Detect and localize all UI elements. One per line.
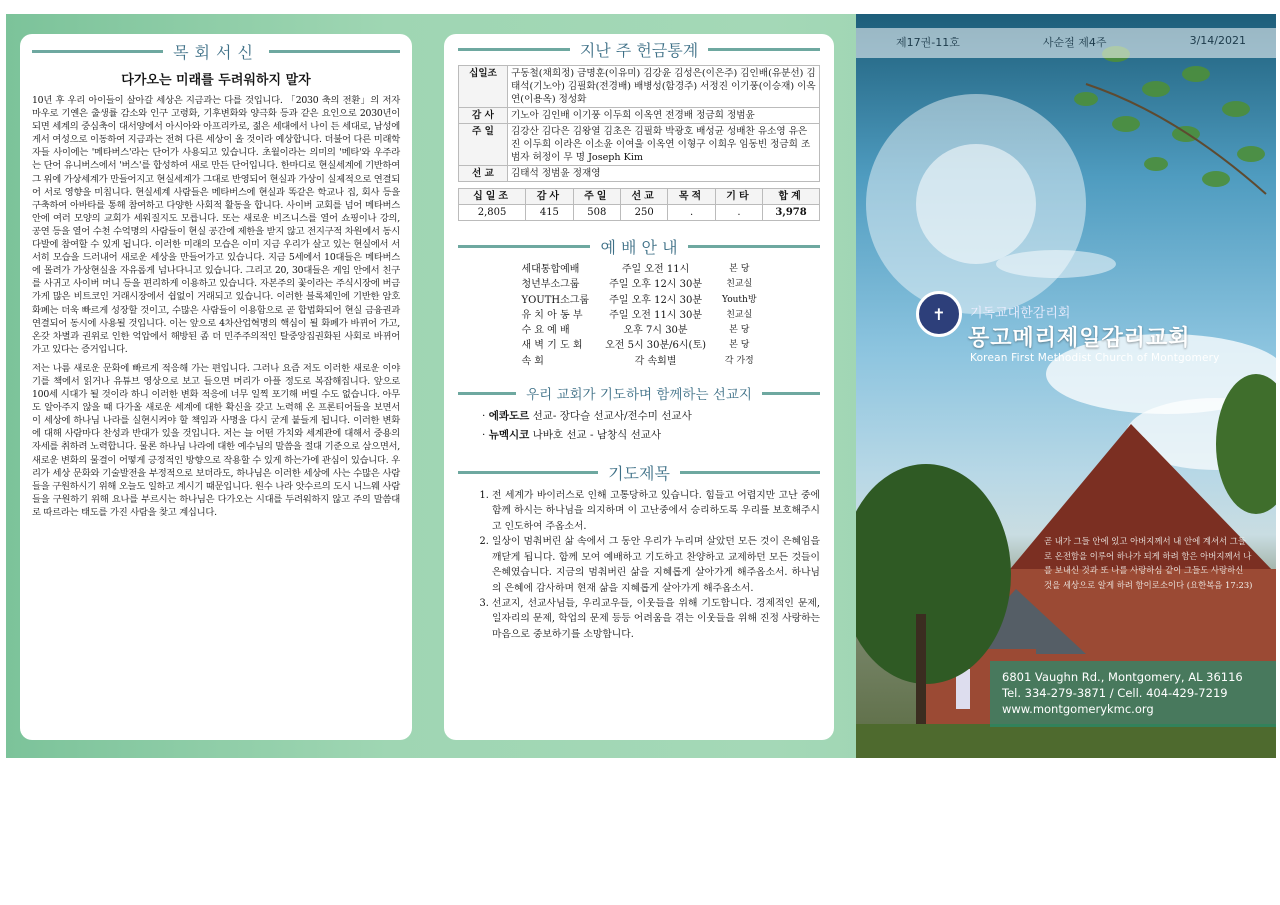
church-address: 6801 Vaughn Rd., Montgomery, AL 36116: [1002, 670, 1243, 684]
service-name: 속 회: [521, 355, 544, 367]
table-row: [513, 354, 764, 369]
table-row: [513, 277, 764, 292]
prayer-item: 1. 전 세계가 바이러스로 인해 고통당하고 있습니다. 힘들고 어렵지만 고난 중에 함께 하시는 하나님을 의지하며 이 고난중에서 승리하도록 우리를 보호해주시고 인도하여 주옵소서.: [492, 488, 820, 534]
cover-photo: [856, 14, 1276, 758]
service-name: 새 벽 기 도 회: [521, 340, 583, 352]
header-rule: [458, 245, 590, 248]
mission-place: 뉴멕시코: [488, 429, 530, 442]
service-place: Youth방: [722, 294, 757, 305]
section-title: 기도제목: [608, 464, 670, 484]
table-row: [513, 293, 764, 308]
list-item: · 에콰도르 선교- 장다슬 선교사/전수미 선교사: [482, 410, 692, 423]
offering-names: 기노아 김인배 이기풍 이두희 이옥연 전경배 정금희 정범윤: [508, 108, 820, 124]
offering-label: 십일조: [459, 66, 508, 108]
church-name-korean: 몽고메리제일감리교회: [968, 326, 1191, 351]
church-website: www.montgomerykmc.org: [1002, 702, 1154, 716]
mission-header: [458, 383, 820, 403]
offering-names: 구동철(채희정) 금명훈(이유미) 김강윤 김성은(이은주) 김인배(유분선) 김태석(기노아) 김필화(전경배) 배병성(함경주) 서정진 이기풍(이승재) 이옥연(이용옥) 정성화: [508, 66, 820, 108]
table-cell: .: [715, 205, 762, 221]
service-time: 각 속회별: [634, 355, 677, 367]
scripture-verse: 곧 내가 그들 안에 있고 아버지께서 내 안에 계셔서 그들로 온전함을 이루어 하나가 되게 하려 함은 아버지께서 나를 보내신 것과 또 나를 사랑하심 같이 그들도 사랑하신 것을 세상으로 알게 하려 함이로소이다 (요한복음 17:23): [1044, 536, 1253, 590]
column-header: 주일: [573, 189, 620, 205]
column-header: 합계: [763, 189, 820, 205]
table-row: [513, 308, 764, 323]
offering-header: [458, 38, 820, 61]
service-name: YOUTH소그룹: [521, 294, 590, 306]
essay-paragraph: 저는 나름 새로운 문화에 빠르게 적응해 가는 편입니다. 그러나 요즘 저도 이러한 새로운 이야기를 책에서 읽거나 유튜브 영상으로 보고 들으면 머리가 아플 정도로 복잡해집니다. 앞으로 100세 시대가 될 것이라 하니 이러한 변화 적응에 너무 일찍 포기해 버릴 수도 없습니다. 아무도 알아주지 않을 때 다가올 새로운 세계에 대한 확신을 갖고 노력해 온 프론티어들을 보면서 이 세상에 하나님 나라를 실현시켜야 할 책임과 사명을 다시 굳게 붙들게 됩니다. 이러한 변화에 대해 사람마다 찬성과 반대가 있을 것입니다. 저는 늘 어떤 가치와 세계관에 대해서 중용의 자세를 취하려 노력합니다. 물론 하나님 나라에 대한 예수님의 말씀을 절대 기준으로 삼으면서, 새로운 변화의 물결이 어떻게 긍정적인 방향으로 작용할 수 있게 하는가에 관심이 있습니다. 우리가 세상 문화와 기술발전을 부정적으로 보더라도, 하나님은 이러한 세상에 사는 수많은 사람들을 구원하시기 위해 오늘도 일하고 계시기 때문입니다. 원수 나라 앗수르의 도시 니느웨 사람들을 구원하기 위해 요나를 부르시는 하나님은 다가오는 시대를 두려워하지 않고 주의 말씀대로 따르라는 태도를 가진 사람을 찾고 계십니다.: [32, 362, 400, 518]
header-rule: [458, 392, 516, 395]
prayer-item: 2. 일상이 멈춰버린 삶 속에서 그 동안 우리가 누리며 살았던 모든 것이 은혜임을 깨닫게 됩니다. 함께 모여 예배하고 기도하고 찬양하고 교제하던 모든 것들이 은혜였습니다. 지금의 멈춰버린 삶을 지혜롭게 살아가게 해주옵소서. 하나님의 은혜에 감사하며 현재 삶을 지혜롭게 살아가게 해주옵소서.: [492, 534, 820, 596]
service-name: 유 치 아 동 부: [521, 309, 583, 321]
church-name-english: Korean First Methodist Church of Montgomery: [970, 352, 1220, 364]
section-title: 예 배 안 내: [600, 238, 678, 257]
service-place: 친교실: [726, 279, 753, 290]
pastoral-letter-header: [32, 40, 400, 63]
service-name: 세대통합예배: [521, 264, 580, 275]
table-cell: 415: [526, 205, 573, 221]
table-row: [459, 166, 820, 182]
table-header-row: [459, 189, 820, 205]
section-title: 지난 주 헌금통계: [579, 41, 699, 60]
worship-schedule: [513, 262, 764, 369]
column-header: 기타: [715, 189, 762, 205]
service-place: 본 당: [729, 264, 750, 274]
essay-paragraph: 10년 후 우리 아이들이 살아갈 세상은 지금과는 다를 것입니다. 「2030 축의 전환」의 저자 마우로 기옌은 출생률 감소와 인구 고령화, 기후변화와 양극화 등과 같은 요인으로 2030년이 되면 세계의 중심축이 대서양에서 아시아와 아프리카로, 젊은 세대에서 나이 든 세대로, 남성에게서 여성으로 이동하여 지금과는 전혀 다른 세상이 올 것이라 예상합니다. 더불어 다른 미래학자들 사이에는 '메타버스'라는 단어가 사용되고 있습니다. 초월이라는 의미의 '메타'와 우주라는 단어 유니버스에서 '버스'를 합성하여 새로 만든 단어입니다. 한마디로 현실세계에 기반하여 그 위에 가상세계가 만들어지고 현실세계가 그대로 반영되어 현실과 가상이 실제적으로 연결되어 서로 영향을 미칩니다. 현실세계 사람들은 메타버스에 현실과 똑같은 학교나 집, 회사 등을 구축하여 아바타를 통해 참여하고 다양한 사회적 활동을 합니다. 사이버 교회를 넘어 메타버스 안에 여러 모양의 교회가 세워질지도 모릅니다. 또는 새로운 비즈니스를 열어 쇼핑이나 강의, 공연 등을 열어 수천 수억명의 사람들이 현실 공간에 제한을 받지 않고 전지구적 차원에서 동시다발에 참여할 수 있게 됩니다. 이러한 미래의 모습은 이미 지금 우리가 살고 있는 현실에서 서서히 모습을 드러내어 새로운 세상을 만들어가고 있습니다. 지금 5세에서 10대들은 메타버스에 몰려가 가상현실을 자유롭게 넘나다니고 있습니다. 그리고 20, 30대들은 게임 안에서 친구를 사귀고 사이버 머니 등을 편리하게 이용하고 있습니다. 자본주의 꽃이라는 주식시장에 버금가게 많은 비트코인 거래시장에서 쉽없이 거래되고 있습니다. 이러한 블록체인에 기반한 암호화폐는 더욱 빠르게 성장할 것이고, 수많은 사람들이 이용함으로 곧 합법화되어 현실 금융권과 연결되어 동시에 사용될 것입니다. 이는 앞으로 4차산업혁명의 핵심이 될 화폐가 바뀌어 가고, 온갖 차별과 권위로 인한 억압에서 해방된 좀 더 민주주의적인 탈중앙집권화된 사회로 바뀌어 가고 있다는 증거입니다.: [32, 95, 400, 355]
offering-label: 감 사: [459, 108, 508, 124]
service-name: 수 요 예 배: [521, 325, 570, 337]
table-cell: 250: [620, 205, 667, 221]
contact-box: [990, 661, 1276, 727]
prayer-header: [458, 461, 820, 484]
header-rule: [458, 471, 598, 474]
service-place: 본 당: [729, 340, 750, 351]
service-time: 오전 5시 30분/6시(토): [605, 340, 707, 352]
table-row: [513, 262, 764, 277]
season-label: 사순절 제4주: [1042, 36, 1107, 49]
bulletin-sheet: [6, 14, 1276, 758]
table-row: [513, 323, 764, 338]
denomination: 기독교대한감리회: [970, 306, 1071, 321]
bulletin-date: 3/14/2021: [1189, 34, 1246, 47]
header-rule: [762, 392, 820, 395]
cover-panel: [856, 14, 1276, 758]
service-time: 주일 오전 11시: [621, 264, 690, 275]
mission-place: 에콰도르: [488, 410, 530, 423]
column-header: 감사: [526, 189, 573, 205]
info-panel: [444, 34, 834, 740]
section-title: 목회서신: [173, 43, 259, 62]
offering-table: [458, 65, 820, 182]
prayer-list: [458, 488, 820, 642]
column-header: 십일조: [459, 189, 526, 205]
offering-label: 주 일: [459, 124, 508, 166]
church-phone: Tel. 334-279-3871 / Cell. 404-429-7219: [1002, 686, 1228, 700]
table-cell: .: [668, 205, 715, 221]
column-header: 목적: [668, 189, 715, 205]
service-time: 주일 오전 11시 30분: [609, 309, 703, 321]
offering-totals-table: [458, 188, 820, 221]
header-rule: [269, 50, 400, 53]
cover-header: [856, 34, 1276, 54]
header-rule: [680, 471, 820, 474]
service-place: 각 가정: [724, 355, 754, 366]
table-cell: 2,805: [459, 205, 526, 221]
service-time: 주일 오후 12시 30분: [609, 294, 703, 306]
section-title: 우리 교회가 기도하며 함께하는 선교지: [526, 387, 752, 404]
mission-list: [482, 407, 820, 445]
header-rule: [32, 50, 163, 53]
table-row: [459, 108, 820, 124]
service-name: 청년부소그룹: [521, 279, 580, 291]
volume-number: 제17권-11호: [896, 36, 960, 49]
header-rule: [458, 48, 570, 51]
table-row: [513, 338, 764, 353]
table-row: [459, 124, 820, 166]
header-rule: [708, 48, 820, 51]
church-logo-icon: ✝: [916, 291, 962, 337]
service-place: 친교실: [726, 309, 753, 320]
essay-body: [32, 94, 400, 519]
essay-title: 다가오는 미래를 두려워하지 말자: [121, 73, 311, 88]
mission-text: 나바호 선교 - 남창식 선교사: [532, 429, 662, 442]
table-row: [459, 66, 820, 108]
table-cell: 508: [573, 205, 620, 221]
worship-header: [458, 235, 820, 258]
header-rule: [688, 245, 820, 248]
column-header: 선교: [620, 189, 667, 205]
offering-names: 김강산 김다은 김왕열 김초은 김필화 박광호 배성균 성배찬 유소영 유은진 이두희 이라은 이소윤 이여울 이옥연 이형구 이희우 임동빈 정금희 조범자 허정이 무 명 Joseph Kim: [508, 124, 820, 166]
service-place: 본 당: [729, 325, 750, 336]
church-name-block: [916, 302, 1220, 364]
offering-label: 선 교: [459, 166, 508, 182]
offering-names: 김태석 정범윤 정재영: [508, 166, 820, 182]
prayer-item: 3. 선교지, 선교사님들, 우리교우들, 이웃들을 위해 기도합니다. 경제적인 문제, 일자리의 문제, 학업의 문제 등등 어려움을 겪는 이웃들을 위해 진정 사랑하는 마음으로 중보하기를 소망합니다.: [492, 596, 820, 642]
mission-text: 선교- 장다슬 선교사/전수미 선교사: [532, 410, 692, 423]
service-time: 오후 7시 30분: [623, 325, 688, 337]
list-item: · 뉴멕시코 나바호 선교 - 남창식 선교사: [482, 429, 662, 442]
table-cell: 3,978: [763, 205, 820, 221]
table-row: [459, 205, 820, 221]
pastoral-letter-panel: [20, 34, 412, 740]
service-time: 주일 오후 12시 30분: [609, 279, 703, 291]
